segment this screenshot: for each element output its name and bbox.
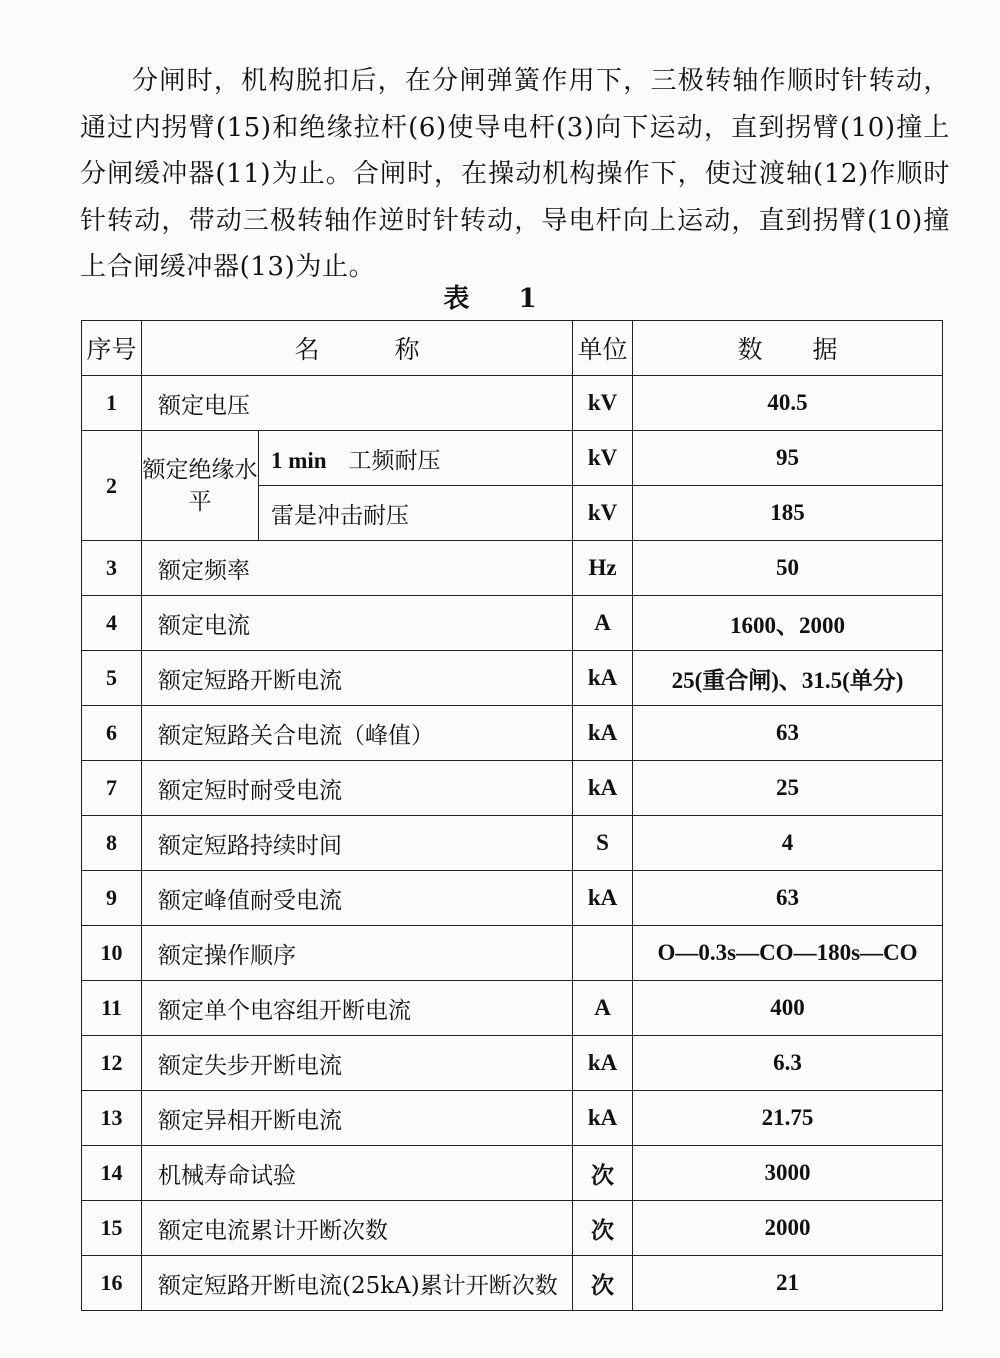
- table-row: [82, 431, 943, 486]
- table-row: [82, 981, 943, 1036]
- row-no: 2: [82, 431, 142, 541]
- row-unit: S: [573, 816, 633, 871]
- table-row: [82, 1201, 943, 1256]
- row-value: 21.75: [633, 1091, 943, 1146]
- row-no: 5: [82, 651, 142, 706]
- row-name: 额定电流累计开断次数: [142, 1201, 573, 1256]
- row-sub-name: 雷是冲击耐压: [259, 486, 573, 541]
- row-name: 额定电压: [142, 376, 573, 431]
- row-unit: kA: [573, 1091, 633, 1146]
- row-sub-name: [259, 431, 573, 486]
- row-unit: [573, 926, 633, 981]
- table-header-row: [82, 321, 943, 376]
- row-unit: kV: [573, 431, 633, 486]
- row-name: 额定单个电容组开断电流: [142, 981, 573, 1036]
- row-name: 机械寿命试验: [142, 1146, 573, 1201]
- row-value: 400: [633, 981, 943, 1036]
- row-name: 额定短路开断电流(25kA)累计开断次数: [142, 1256, 573, 1311]
- table-row: [82, 706, 943, 761]
- row-name: 额定短时耐受电流: [142, 761, 573, 816]
- row-unit: kV: [573, 376, 633, 431]
- table-row: [82, 596, 943, 651]
- row-value: 1600、2000: [633, 596, 943, 651]
- row-value: 185: [633, 486, 943, 541]
- row-sub-name-prefix: 1 min: [271, 447, 327, 473]
- row-value: 6.3: [633, 1036, 943, 1091]
- row-value: O—0.3s—CO—180s—CO: [633, 926, 943, 981]
- table-row: [82, 541, 943, 596]
- row-no: 10: [82, 926, 142, 981]
- row-unit: kA: [573, 651, 633, 706]
- table-row: [82, 816, 943, 871]
- row-unit: kA: [573, 761, 633, 816]
- row-unit: A: [573, 981, 633, 1036]
- row-name: 额定失步开断电流: [142, 1036, 573, 1091]
- row-name: 额定短路开断电流: [142, 651, 573, 706]
- row-unit: kA: [573, 1036, 633, 1091]
- table-row: [82, 1036, 943, 1091]
- row-value: 4: [633, 816, 943, 871]
- table-row: [82, 376, 943, 431]
- row-unit: 次: [573, 1256, 633, 1311]
- table-row: [82, 926, 943, 981]
- row-unit: 次: [573, 1146, 633, 1201]
- table-row: [82, 1091, 943, 1146]
- table-row: [82, 1256, 943, 1311]
- row-unit: 次: [573, 1201, 633, 1256]
- row-no: 15: [82, 1201, 142, 1256]
- row-value: 21: [633, 1256, 943, 1311]
- row-group-name: 额定绝缘水平: [142, 431, 259, 541]
- row-no: 4: [82, 596, 142, 651]
- row-name: 额定短路关合电流（峰值）: [142, 706, 573, 761]
- row-unit: kV: [573, 486, 633, 541]
- row-name: 额定峰值耐受电流: [142, 871, 573, 926]
- row-value: 2000: [633, 1201, 943, 1256]
- row-value: 95: [633, 431, 943, 486]
- row-no: 8: [82, 816, 142, 871]
- row-no: 6: [82, 706, 142, 761]
- row-value: 3000: [633, 1146, 943, 1201]
- row-name: 额定短路持续时间: [142, 816, 573, 871]
- row-unit: kA: [573, 871, 633, 926]
- row-no: 3: [82, 541, 142, 596]
- row-no: 16: [82, 1256, 142, 1311]
- spec-table: [81, 320, 943, 1311]
- row-no: 11: [82, 981, 142, 1036]
- row-no: 7: [82, 761, 142, 816]
- row-value: 25(重合闸)、31.5(单分): [633, 651, 943, 706]
- row-name: 额定电流: [142, 596, 573, 651]
- row-unit: Hz: [573, 541, 633, 596]
- header-unit: 单位: [573, 321, 633, 376]
- row-no: 12: [82, 1036, 142, 1091]
- table-row: [82, 1146, 943, 1201]
- header-name: 名 称: [142, 321, 573, 376]
- row-unit: kA: [573, 706, 633, 761]
- table-row: [82, 761, 943, 816]
- header-no: 序号: [82, 321, 142, 376]
- row-value: 25: [633, 761, 943, 816]
- row-unit: A: [573, 596, 633, 651]
- row-value: 63: [633, 871, 943, 926]
- header-value: 数 据: [633, 321, 943, 376]
- row-name: 额定频率: [142, 541, 573, 596]
- row-value: 40.5: [633, 376, 943, 431]
- row-sub-name-text: 工频耐压: [348, 447, 441, 474]
- row-no: 14: [82, 1146, 142, 1201]
- table-caption: 表 1: [443, 284, 557, 314]
- row-value: 50: [633, 541, 943, 596]
- row-value: 63: [633, 706, 943, 761]
- row-name: 额定异相开断电流: [142, 1091, 573, 1146]
- row-no: 13: [82, 1091, 142, 1146]
- body-paragraph: 分闸时，机构脱扣后，在分闸弹簧作用下，三极转轴作顺时针转动，通过内拐臂(15)和绝缘拉杆(6)使导电杆(3)向下运动，直到拐臂(10)撞上分闸缓冲器(11)为止。合闸时，在操动机构操作下，使过渡轴(12)作顺时针转动，带动三极转轴作逆时针转动，导电杆向上运动，直到拐臂(10)撞上合闸缓冲器(13)为止。: [80, 66, 950, 282]
- row-no: 1: [82, 376, 142, 431]
- table-row: [82, 651, 943, 706]
- row-no: 9: [82, 871, 142, 926]
- row-name: 额定操作顺序: [142, 926, 573, 981]
- table-row: [82, 871, 943, 926]
